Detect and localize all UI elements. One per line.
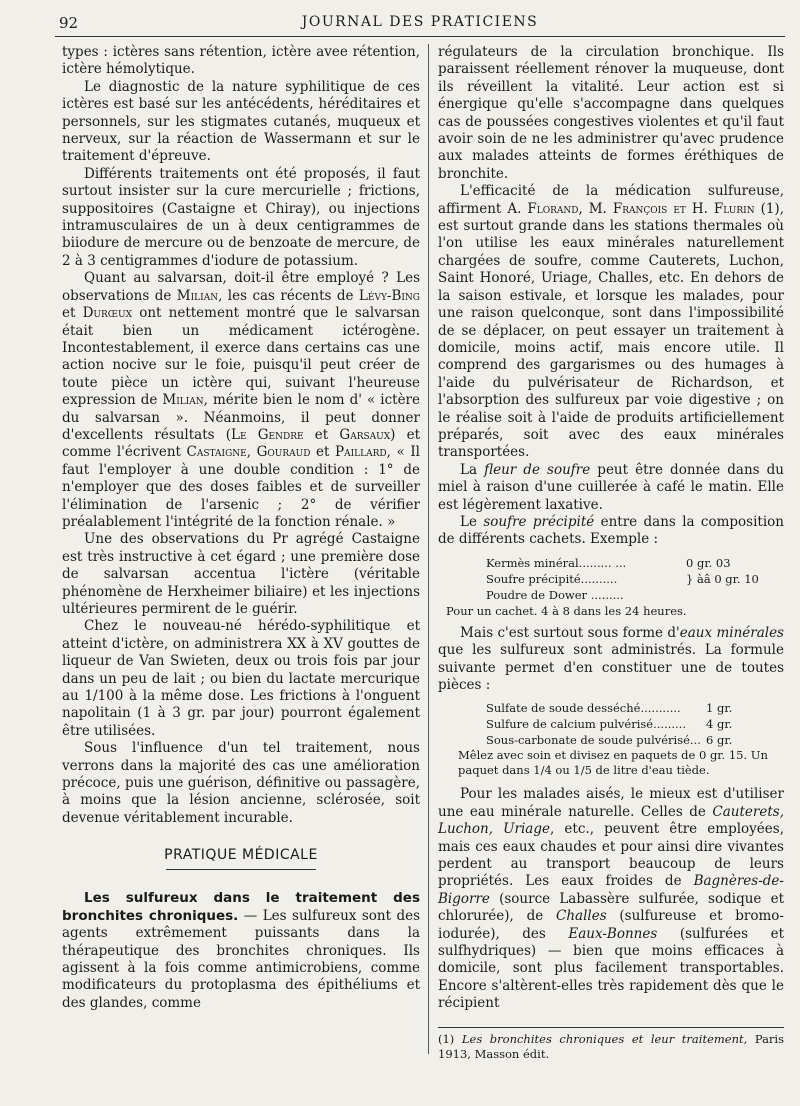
paragraph: Mais c'est surtout sous forme d'eaux minérales que les sulfureux sont administrés. La formule suivante permet d'en constituer une de toutes pièces : xyxy=(438,624,784,693)
prescription-note: Pour un cachet. 4 à 8 dans les 24 heures. xyxy=(446,603,687,618)
paragraph: Une des observations du Pr agrégé Castaigne est très instructive à cet égard ; une première dose de salvarsan accentua l'ictère (véritable phénomène de Herxheimer biliaire) et les injections ultérieures permirent de le guérir. xyxy=(62,531,420,617)
article-subtitle: Les sulfureux dans le traitement des bronchites chroniques. xyxy=(62,890,420,924)
paragraph: Pour les malades aisés, le mieux est d'utiliser une eau minérale naturelle. Celles de Cauterets, Luchon, Uriage, etc., peuvent être employées, mais ces eaux chaudes et pour ainsi dire vivantes perdent au transport beaucoup de leurs propriétés. Les eaux froides de Bagnères-de-Bigorre (source Labassère sulfurée, sodique et chlorurée), de Challes (sulfureuse et bromo-iodurée), des Eaux-Bonnes (sulfurées et sulfhydriques) — bien que moins efficaces à domicile, sont plus facilement transportables. Encore s'altèrent-elles très rapidement dès que le récipient xyxy=(438,786,785,1012)
left-column xyxy=(62,44,420,1012)
prescription-row: Sulfate de soude desséché........... 1 gr. xyxy=(486,701,733,716)
paragraph: L'efficacité de la médication sulfureuse, affirment A. Florand, M. François et H. Flurin (1), est surtout grande dans les stations thermales où l'on utilise les eaux minérales naturellement chargées de soufre, comme Cauterets, Luchon, Saint Honoré, Uriage, Challes, etc. En dehors de la saison estivale, et lorsque les malades, pour une raison quelconque, sont dans l'impossibilité de se déplacer, on peut essayer un traitement à domicile, moins actif, mais encore utile. Il comprend des gargarismes ou des humages à l'aide du pulvérisateur de Richardson, et l'absorption des sulfureux par voie digestive ; on le réalise soit à l'aide de produits artificiellement préparés, soit avec des eaux minérales transportées. xyxy=(438,183,784,461)
journal-title: JOURNAL DES PRATICIENS xyxy=(301,14,539,30)
prescription-row: Sous-carbonate de soude pulvérisé... 6 gr. xyxy=(486,733,733,748)
prescription-row: Poudre de Dower ......... xyxy=(486,587,624,602)
author-name: Durœux xyxy=(82,305,133,322)
paragraph: Le diagnostic de la nature syphilitique de ces ictères est basé sur les antécédents, héréditaires et personnels, sur les stigmates cutanés, muqueux et nerveux, sur la réaction de Wassermann et sur le traitement d'épreuve. xyxy=(62,78,420,165)
page-header xyxy=(55,10,785,37)
author-name: A. Florand, M. François et H. Flurin xyxy=(507,200,755,217)
prescription-row: Soufre précipité.......... } àâ 0 gr. 10 xyxy=(486,571,759,586)
paragraph: Sous l'influence d'un tel traitement, nous verrons dans la majorité des cas une amélioration précoce, puis une guérison, définitive ou passagère, à moins que la lésion ancienne, sclérosée, soit devenue véritablement incurable. xyxy=(62,740,420,826)
author-name: Milian xyxy=(162,392,204,409)
author-name: Castaigne, Gouraud xyxy=(186,444,311,461)
paragraph: Les sulfureux dans le traitement des bronchites chroniques. — Les sulfureux sont des agents extrêmement puissants dans la thérapeutique des bronchites chroniques. Ils agissent à la fois comme antimicrobiens, comme modificateurs du protoplasma des épithéliums et des glandes, comme xyxy=(62,890,420,1011)
prescription-row: Kermès minéral......... ... 0 gr. 03 xyxy=(486,555,731,570)
paragraph: La fleur de soufre peut être donnée dans du miel à raison d'une cuillerée à café le matin. Elle est légèrement laxative. xyxy=(438,461,784,513)
paragraph: régulateurs de la circulation bronchique. Ils paraissent réellement rénover la muqueuse, dont ils réveillent la vitalité. Leur action est si énergique qu'elle s'accompagne dans quelques cas de poussées congestives violentes et qu'il faut avoir soin de ne les administrer qu'avec prudence aux malades atteints de formes éréthiques de bronchite. xyxy=(438,44,784,182)
author-name: Lévy-Bing xyxy=(358,287,420,304)
paragraph: Chez le nouveau-né hérédo-syphilitique et atteint d'ictère, on administrera XX à XV gouttes de liqueur de Van Swieten, deux ou trois fois par jour dans un peu de lait ; ou bien du lactate mercurique au 1/100 à la même dose. Les frictions à l'onguent napolitain (1 à 3 gr. par jour) pourront également être utilisées. xyxy=(62,618,420,739)
paragraph: Quant au salvarsan, doit-il être employé ? Les observations de Milian, les cas récents de Lévy-Bing et Durœux ont nettement montré que le salvarsan était bien un médicament ictérogène. Incontestablement, il exerce dans certains cas une action nocive sur le foie, puisqu'il peut créer de toute pièce un ictère qui, suivant l'heureuse expression de Milian, mérite bien le nom d' « ictère du salvarsan ». Néanmoins, il peut donner d'excellents résultats (Le Gendre et Garsaux) et comme l'écrivent Castaigne, Gouraud et Paillard, « Il faut l'employer à une double condition : 1° de n'employer que des doses faibles et de surveiller l'élimination de l'arsenic ; 2° de vérifier préalablement l'intégrité de la fonction rénale. » xyxy=(62,270,421,530)
prescription-note: Mêlez avec soin et divisez en paquets de 0 gr. 15. Un paquet dans 1/4 ou 1/5 de litre d'eau tiède. xyxy=(458,748,768,778)
title-rule xyxy=(166,869,316,870)
prescription-table xyxy=(438,700,784,778)
section-title: PRATIQUE MÉDICALE xyxy=(164,847,318,864)
paragraph: Différents traitements ont été proposés, il faut surtout insister sur la cure mercurielle ; frictions, suppositoires (Castaigne et Chiray), ou injections intramusculaires de un à deux centigrammes de biiodure de mercure ou de benzoate de mercure, de 2 à 3 centigrammes d'iodure de potassium. xyxy=(62,165,420,269)
column-divider xyxy=(428,44,429,1054)
paragraph: types : ictères sans rétention, ictère avee rétention, ictère hémolytique. xyxy=(62,44,420,78)
prescription-row: Sulfure de calcium pulvérisé......... 4 gr. xyxy=(486,717,733,732)
right-column xyxy=(438,44,784,1062)
prescription-table xyxy=(438,555,784,619)
paragraph: Le soufre précipité entre dans la composition de différents cachets. Exemple : xyxy=(438,513,784,548)
author-name: Garsaux xyxy=(339,426,391,443)
page-number: 92 xyxy=(59,14,79,32)
author-name: Paillard xyxy=(335,444,387,461)
footnote: (1) Les bronchites chroniques et leur traitement, Paris 1913, Masson édit. xyxy=(438,1031,784,1061)
author-name: Le Gendre xyxy=(231,426,304,443)
author-name: Milian xyxy=(176,287,219,304)
footnote-rule xyxy=(438,1027,784,1028)
